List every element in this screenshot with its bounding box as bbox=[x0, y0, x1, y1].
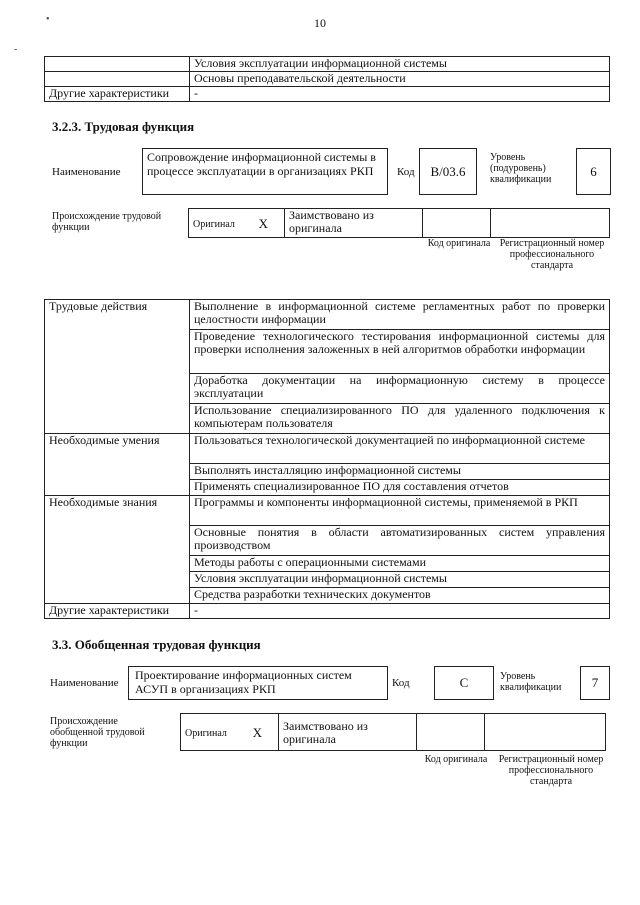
code-origin-cell bbox=[423, 209, 491, 238]
level-label: Уровень (подуровень) квалификации bbox=[490, 152, 552, 185]
table-cell: Доработка документации на информационную систему в процессе эксплуатации bbox=[190, 374, 610, 404]
scan-mark: • bbox=[46, 14, 50, 25]
table-cell: Основные понятия в области автоматизированных систем управления производством bbox=[190, 526, 610, 556]
original-label: Оригинал bbox=[193, 218, 235, 230]
code-value: C bbox=[434, 666, 494, 700]
labor-function-table bbox=[44, 299, 610, 619]
table-cell: Другие характеристики bbox=[45, 87, 190, 102]
table-cell: - bbox=[190, 87, 610, 102]
table-cell: - bbox=[190, 604, 610, 619]
name-box bbox=[128, 666, 388, 700]
code-origin-cell bbox=[417, 714, 485, 751]
table-cell: Методы работы с операционными системами bbox=[190, 556, 610, 572]
function-name: Сопровождение информационной системы в процессе эксплуатации в организациях РКП bbox=[147, 150, 376, 178]
name-box bbox=[142, 148, 388, 195]
table-cell: Проведение технологического тестирования информационной системы для проверки исполнения заложенных в ней алгоритмов обработки информации bbox=[190, 330, 610, 374]
table-cell: Применять специализированное ПО для составления отчетов bbox=[190, 480, 610, 496]
code-value: B/03.6 bbox=[419, 148, 477, 195]
table-cell: Условия эксплуатации информационной системы bbox=[190, 57, 610, 72]
borrowed-label: Заимствовано из оригинала bbox=[285, 209, 423, 238]
section-heading: 3.3. Обобщенная трудовая функция bbox=[52, 637, 261, 652]
original-mark: X bbox=[258, 215, 268, 231]
level-value: 7 bbox=[580, 666, 610, 700]
function-name: Проектирование информационных систем АСУП в организациях РКП bbox=[135, 668, 352, 696]
table-cell: Программы и компоненты информационной системы, применяемой в РКП bbox=[190, 496, 610, 526]
table-cell: Основы преподавательской деятельности bbox=[190, 72, 610, 87]
table-cell: Условия эксплуатации информационной системы bbox=[190, 572, 610, 588]
reg-number-cell bbox=[491, 209, 610, 238]
table-cell: Использование специализированного ПО для удаленного подключения к компьютерам пользователя bbox=[190, 404, 610, 434]
table-cell: Средства разработки технических документов bbox=[190, 588, 610, 604]
original-label: Оригинал bbox=[185, 727, 227, 739]
code-origin-caption: Код оригинала bbox=[427, 238, 491, 249]
origin-label: Происхождение обобщенной трудовой функции bbox=[50, 716, 145, 749]
section-heading: 3.2.3. Трудовая функция bbox=[52, 119, 195, 134]
level-value: 6 bbox=[576, 148, 611, 195]
table-cell: Выполнять инсталляцию информационной системы bbox=[190, 464, 610, 480]
reg-number-caption: Регистрационный номер профессионального стандарта bbox=[499, 238, 605, 271]
reg-number-cell bbox=[485, 714, 606, 751]
origin-table bbox=[188, 208, 610, 238]
name-label: Наименование bbox=[52, 166, 121, 178]
table-cell: Пользоваться технологической документацией по информационной системе bbox=[190, 434, 610, 464]
labor-actions-label: Трудовые действия bbox=[45, 300, 190, 434]
code-label: Код bbox=[392, 677, 410, 689]
table-cell: Выполнение в информационной системе регламентных работ по проверки целостности информации bbox=[190, 300, 610, 330]
knowledge-label: Необходимые знания bbox=[45, 496, 190, 604]
original-mark: X bbox=[252, 724, 262, 740]
origin-label: Происхождение трудовой функции bbox=[52, 211, 162, 233]
top-continuation-table bbox=[44, 56, 610, 102]
page-number: 10 bbox=[314, 16, 326, 30]
code-origin-caption: Код оригинала bbox=[424, 754, 488, 765]
name-label: Наименование bbox=[50, 677, 119, 689]
origin-table bbox=[180, 713, 606, 751]
borrowed-label: Заимствовано из оригинала bbox=[279, 714, 417, 751]
scan-mark: - bbox=[14, 44, 18, 55]
code-label: Код bbox=[397, 166, 415, 178]
skills-label: Необходимые умения bbox=[45, 434, 190, 496]
other-label: Другие характеристики bbox=[45, 604, 190, 619]
level-label: Уровень квалификации bbox=[500, 671, 562, 693]
reg-number-caption: Регистрационный номер профессионального стандарта bbox=[498, 754, 604, 787]
